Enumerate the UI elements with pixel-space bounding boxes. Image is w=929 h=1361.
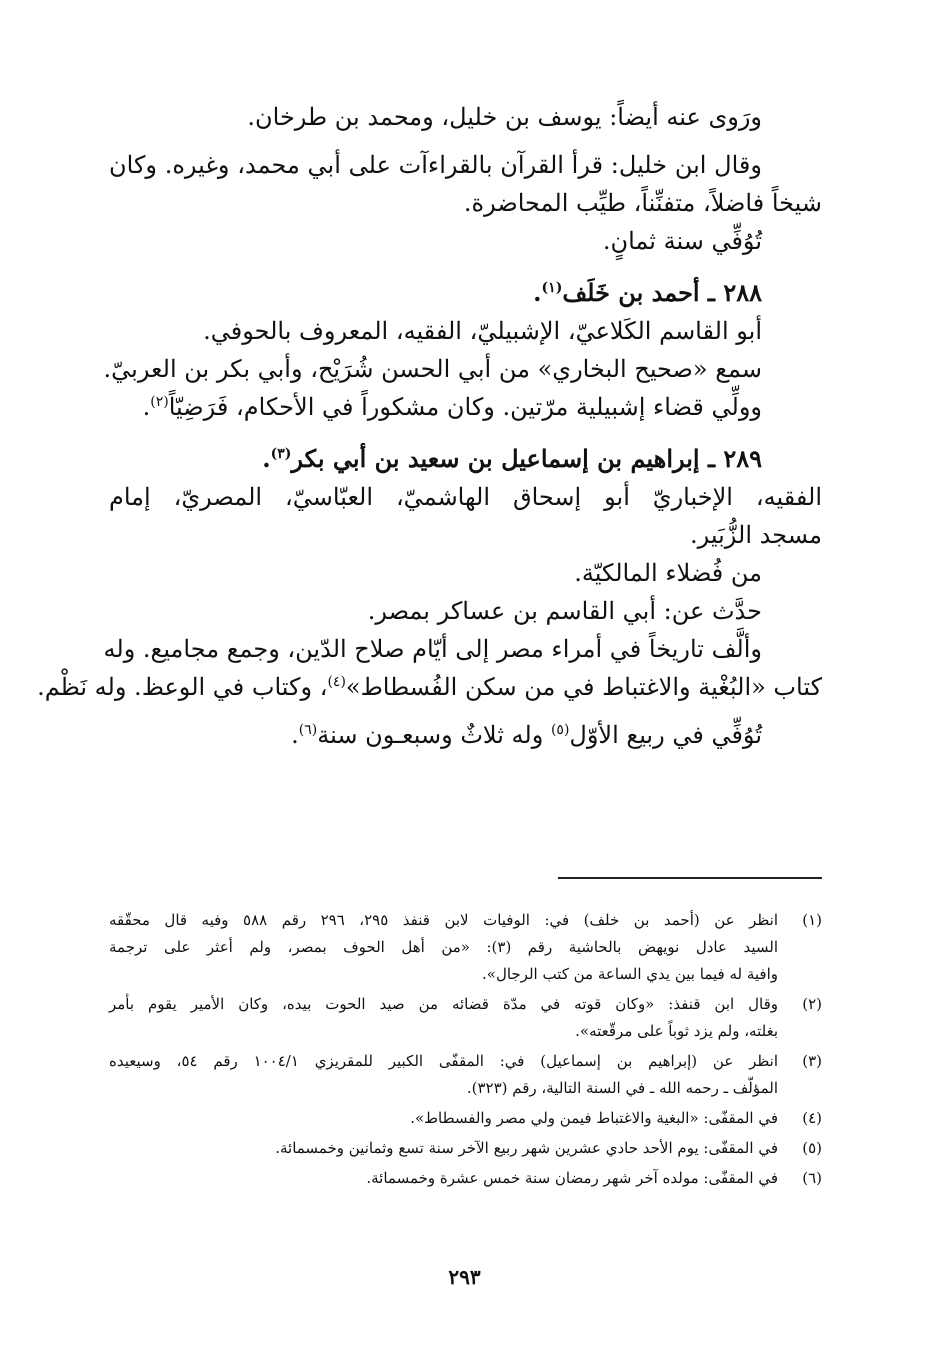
- text-line: مسجد الزُّبَير.: [690, 521, 822, 549]
- footnote-ref: (٣): [270, 446, 292, 462]
- paragraph-sama: سمع «صحيح البخاري» من أبي الحسن شُرَيْح، وأبي بكر بن العربيّ.: [103, 355, 762, 383]
- footnote-5: [109, 1135, 822, 1162]
- entry-heading-289: [109, 440, 822, 478]
- text-run-end: .: [142, 393, 151, 421]
- paragraph-kunya: أبو القاسم الكَلاعيّ، الإشبيليّ، الفقيه، المعروف بالحوفي.: [203, 317, 762, 345]
- footnote-number: (٢): [802, 995, 822, 1013]
- text-run: تُوُفِّي في ربيع الأوّل: [569, 721, 762, 749]
- footnote-ref: (٥): [550, 722, 570, 738]
- main-text: [37, 98, 822, 754]
- paragraph-narrators: ورَوى عنه أيضاً: يوسف بن خليل، ومحمد بن طرخان.: [247, 103, 762, 131]
- footnote-ref: (٢): [150, 394, 169, 410]
- entry-title: ٢٨٨ ـ أحمد بن خَلَف: [562, 278, 762, 307]
- paragraph-ibn-khalil: [109, 146, 822, 222]
- text-line: [37, 668, 822, 706]
- footnote-4: [109, 1105, 822, 1132]
- footnote-body: [109, 1048, 778, 1102]
- footnote-number: (٣): [802, 1052, 822, 1070]
- footnote-6: [109, 1165, 822, 1192]
- text-line: وقال ابن خليل: قرأ القرآن بالقراءآت على أبي محمد، وغيره. وكان: [109, 151, 762, 179]
- footnote-line: بغلته، ولم يزد ثوباً على مرقّعته».: [575, 1022, 778, 1040]
- paragraph-death: [109, 716, 822, 754]
- paragraph-death-year: تُوُفِّي سنة ثمانٍ.: [602, 227, 762, 255]
- footnote-line: انظر عن (إبراهيم بن إسماعيل) في: المقفّى الكبير للمقريزي ١٠٠٤/١ رقم ٥٤، وسيعيده: [109, 1052, 778, 1070]
- entry-title: ٢٨٩ ـ إبراهيم بن إسماعيل بن سعيد بن أبي بكر: [291, 444, 762, 473]
- footnote-ref: (١): [541, 280, 563, 296]
- footnote-number: (٦): [802, 1169, 822, 1187]
- footnote-divider: [558, 877, 822, 879]
- text-run: وولِّي قضاء إشبيلية مرّتين. وكان مشكوراً في الأحكام، فَرَضِيّاً: [168, 393, 762, 421]
- text-line: وألَّف تاريخاً في أمراء مصر إلى أيّام صلاح الدّين، وجمع مجاميع. وله: [103, 635, 762, 663]
- text-run: كتاب «البُغْية والاغتباط في من سكن الفُسطاط»: [345, 673, 822, 701]
- footnote-number: (١): [802, 911, 822, 929]
- text-run: وله ثلاثٌ وسبعـون سنة: [317, 721, 551, 749]
- text-line: شيخاً فاضلاً، متفنِّناً، طيِّب المحاضرة.: [463, 189, 822, 217]
- entry-title-end: .: [262, 444, 271, 473]
- footnote-body: [109, 1165, 778, 1192]
- footnote-line: في المقفّى: يوم الأحد حادي عشرين شهر ربيع الآخر سنة تسع وثمانين وخمسمائة.: [275, 1139, 778, 1157]
- paragraph-judgeship: [109, 388, 822, 426]
- footnotes: [109, 907, 822, 1195]
- footnote-body: [109, 1105, 778, 1132]
- footnote-number: (٤): [802, 1109, 822, 1127]
- footnote-ref: (٦): [298, 722, 318, 738]
- text-run: ، وكتاب في الوعظ. وله نَظْم.: [37, 673, 328, 701]
- footnote-line: السيد عادل نويهض بالحاشية رقم (٣): «من أهل الحوف بمصر، ولم أعثر على ترجمة: [109, 938, 778, 956]
- footnote-2: [109, 991, 822, 1045]
- footnote-line: في المقفّى: مولده آخر شهر رمضان سنة خمس عشرة وخمسمائة.: [366, 1169, 778, 1187]
- paragraph-madhhab: من فُضلاء المالكيّة.: [574, 559, 762, 587]
- footnote-line: في المقفّى: «البغية والاغتباط فيمن ولي مصر والفسطاط».: [410, 1109, 778, 1127]
- footnote-1: [109, 907, 822, 988]
- footnote-body: [109, 991, 778, 1045]
- footnote-line: المؤلّف ـ رحمه الله ـ في السنة التالية، رقم (٣٢٣).: [466, 1079, 778, 1097]
- footnote-number: (٥): [802, 1139, 822, 1157]
- footnote-3: [109, 1048, 822, 1102]
- footnote-line: وقال ابن قنفذ: «وكان قوته في مدّة قضائه من صيد الحوت بيده، وكان الأمير يقوم بأمر: [109, 995, 778, 1013]
- paragraph-nisba: [109, 478, 822, 554]
- footnote-body: [109, 907, 778, 988]
- page-number: ٢٩٣: [448, 1265, 481, 1289]
- entry-title-end: .: [533, 278, 542, 307]
- text-line: الفقيه، الإخباريّ أبو إسحاق الهاشميّ، العبّاسيّ، المصريّ، إمام: [109, 483, 822, 511]
- text-run-end: .: [291, 721, 299, 749]
- footnote-ref: (٤): [327, 674, 346, 690]
- footnote-line: وافية له فيما بين يدي الساعة من كتب الرجال».: [482, 965, 778, 983]
- entry-heading-288: [109, 274, 822, 312]
- paragraph-works: [37, 630, 822, 706]
- footnote-line: انظر عن (أحمد بن خلف) في: الوفيات لابن قنفذ ٢٩٥، ٢٩٦ رقم ٥٨٨ وفيه قال محقّقه: [109, 911, 778, 929]
- footnote-body: [109, 1135, 778, 1162]
- paragraph-haddath: حدَّث عن: أبي القاسم بن عساكر بمصر.: [367, 597, 762, 625]
